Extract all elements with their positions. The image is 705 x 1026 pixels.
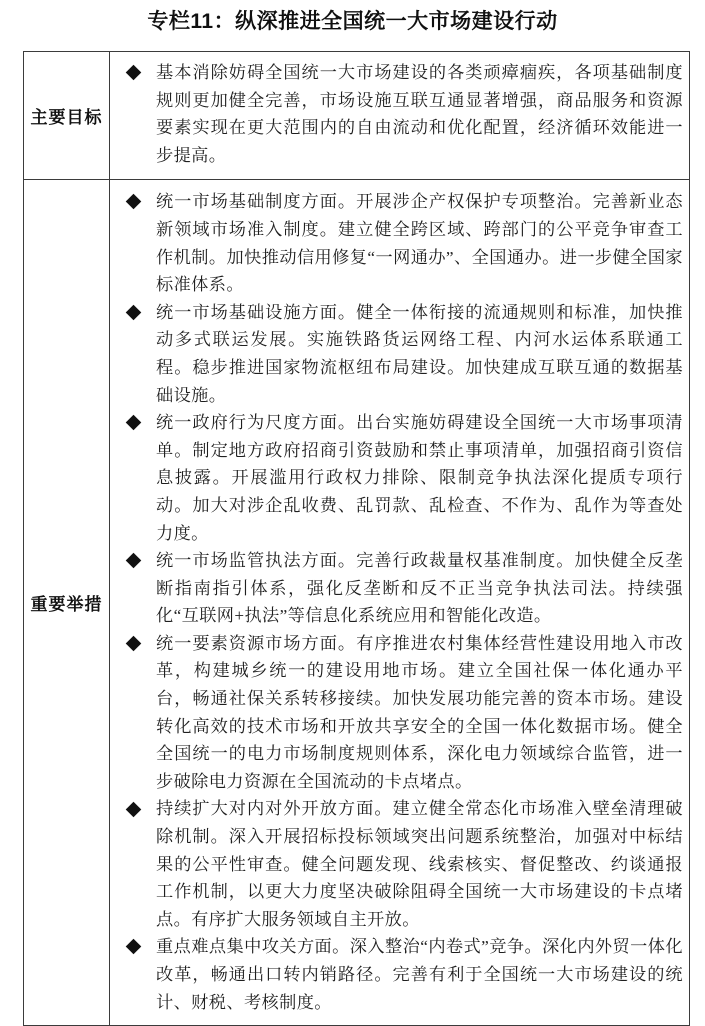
page-title: 专栏11：纵深推进全国统一大市场建设行动 <box>147 10 558 33</box>
table-row <box>24 180 690 1026</box>
row-label-main-goals: 主要目标 <box>24 52 110 180</box>
diamond-bullet-icon <box>125 630 141 658</box>
diamond-bullet-icon <box>125 547 141 575</box>
diamond-bullet-icon <box>125 188 141 216</box>
list-item-text: 统一市场监管执法方面。完善行政裁量权基准制度。加快健全反垄断指南指引体系，强化反垄断和反不正当竞争执法司法。持续强化“互联网+执法”等信息化系统应用和智能化改造。 <box>156 551 683 626</box>
row-content-main-goals <box>110 52 690 180</box>
diamond-bullet-icon <box>125 59 141 87</box>
list-item-text: 统一市场基础设施方面。健全一体衔接的流通规则和标准，加快推动多式联运发展。实施铁路货运网络工程、内河水运体系联通工程。稳步推进国家物流枢纽布局建设。加快建成互联互通的数据基础设施。 <box>156 302 683 405</box>
list-item-text: 统一要素资源市场方面。有序推进农村集体经营性建设用地入市改革，构建城乡统一的建设用地市场。建立全国社保一体化通办平台，畅通社保关系转移接续。加快发展功能完善的资本市场。建设转化高效的技术市场和开放共享安全的全国一体化数据市场。健全全国统一的电力市场制度规则体系，深化电力领域综合监管，进一步破除电力资源在全国流动的卡点堵点。 <box>156 633 683 791</box>
list-item <box>116 188 683 298</box>
diamond-bullet-icon <box>125 409 141 437</box>
bullet-list <box>116 59 683 169</box>
list-item <box>116 59 683 169</box>
list-item <box>116 299 683 409</box>
list-item <box>116 933 683 1016</box>
row-content-key-measures <box>110 180 690 1026</box>
diamond-bullet-icon <box>125 795 141 823</box>
list-item <box>116 547 683 630</box>
special-column-table <box>23 51 690 1026</box>
table-row <box>24 52 690 180</box>
row-label-key-measures: 重要举措 <box>24 180 110 1026</box>
list-item-text: 统一政府行为尺度方面。出台实施妨碍建设全国统一大市场事项清单。制定地方政府招商引资鼓励和禁止事项清单，加强招商引资信息披露。开展滥用行政权力排除、限制竞争执法深化提质专项行动。加大对涉企乱收费、乱罚款、乱检查、不作为、乱作为等查处力度。 <box>156 413 683 543</box>
list-item-text: 基本消除妨碍全国统一大市场建设的各类顽瘴痼疾，各项基础制度规则更加健全完善，市场设施互联互通显著增强，商品服务和资源要素实现在更大范围内的自由流动和优化配置，经济循环效能进一步提高。 <box>156 63 683 165</box>
list-item-text: 统一市场基础制度方面。开展涉企产权保护专项整治。完善新业态新领域市场准入制度。建立健全跨区域、跨部门的公平竞争审查工作机制。加快推动信用修复“一网通办”、全国通办。进一步健全国家标准体系。 <box>156 192 683 295</box>
list-item <box>116 409 683 547</box>
bullet-list <box>116 188 683 1016</box>
list-item-text: 持续扩大对内对外开放方面。建立健全常态化市场准入壁垒清理破除机制。深入开展招标投标领域突出问题系统整治，加强对中标结果的公平性审查。健全问题发现、线索核实、督促整改、约谈通报工作机制，以更大力度坚决破除阻碍全国统一大市场建设的卡点堵点。有序扩大服务领域自主开放。 <box>156 799 683 929</box>
list-item <box>116 630 683 796</box>
list-item <box>116 795 683 933</box>
diamond-bullet-icon <box>125 933 141 961</box>
diamond-bullet-icon <box>125 299 141 327</box>
table-body <box>24 52 690 1026</box>
list-item-text: 重点难点集中攻关方面。深入整治“内卷式”竞争。深化内外贸一体化改革，畅通出口转内销路径。完善有利于全国统一大市场建设的统计、财税、考核制度。 <box>156 937 683 1012</box>
